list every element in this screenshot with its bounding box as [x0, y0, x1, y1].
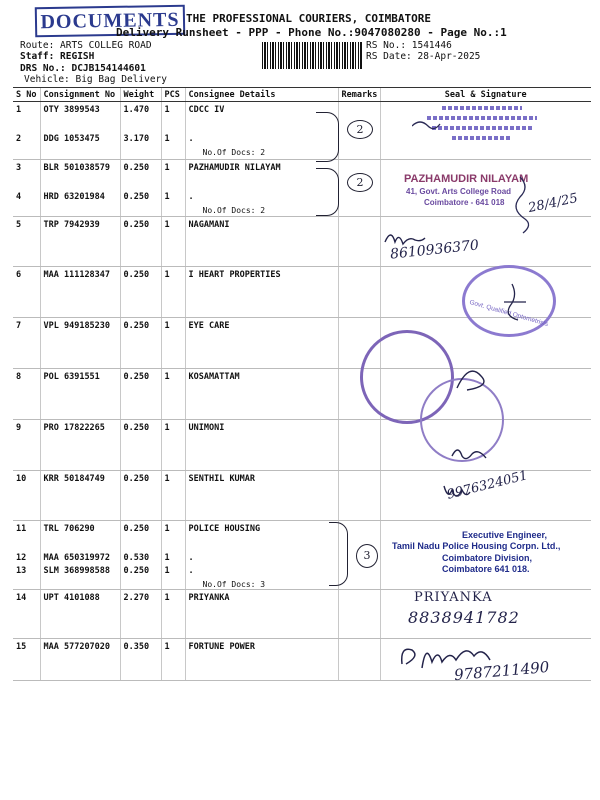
company-title: THE PROFESSIONAL COURIERS, COIMBATORE [186, 12, 432, 25]
weight: 0.350 [120, 639, 161, 681]
consignment-no: DDG 1053475 [43, 134, 100, 144]
sno: 8 [13, 369, 40, 420]
consignment-no: MAA 577207020 [40, 639, 120, 681]
pcs: 1 [161, 267, 185, 318]
sno: 1 [16, 105, 22, 115]
consignee: . [188, 192, 194, 202]
consignment-no: POL 6391551 [40, 369, 120, 420]
weight: 3.170 [123, 134, 150, 144]
consignee: . [188, 134, 194, 144]
handwritten-name: PRIYANKA [414, 590, 493, 605]
col-remarks: Remarks [338, 88, 380, 102]
police-seal-line1: Executive Engineer, [462, 530, 548, 540]
consignee: POLICE HOUSING [188, 524, 261, 534]
sno: 10 [13, 471, 40, 521]
sno: 9 [13, 420, 40, 471]
consignment-no: BLR 501038579 [43, 163, 111, 173]
sno: 7 [13, 318, 40, 369]
staff-label: Staff: REGISH [20, 51, 95, 62]
weight: 1.470 [123, 105, 150, 115]
remarks-cell [338, 217, 380, 267]
consignee: PRIYANKA [185, 590, 338, 639]
pcs: 1 [164, 105, 170, 115]
handwritten-phone: 9787211490 [453, 657, 551, 685]
col-pcs: PCS [161, 88, 185, 102]
col-seal-signature: Seal & Signature [380, 88, 591, 102]
weight: 0.250 [120, 318, 161, 369]
pcs: 1 [161, 217, 185, 267]
pcs: 1 [164, 192, 170, 202]
remarks-cell [338, 267, 380, 318]
weight: 0.250 [120, 267, 161, 318]
consignee: NAGAMANI [185, 217, 338, 267]
route-label: Route: ARTS COLLEG ROAD [20, 40, 152, 51]
pcs: 1 [161, 369, 185, 420]
sno: 2 [16, 134, 22, 144]
consignee: EYE CARE [185, 318, 338, 369]
doc-count: No.Of Docs: 3 [202, 580, 266, 589]
handwritten-phone: 9976324051 [445, 468, 530, 503]
sno: 13 [16, 566, 27, 576]
sno: 11 [16, 524, 27, 534]
weight: 0.250 [120, 471, 161, 521]
remark-bracket [329, 522, 348, 586]
doc-count: No.Of Docs: 2 [202, 148, 266, 157]
handwritten-phone: 8838941782 [408, 608, 520, 627]
signature-scribble [450, 444, 490, 464]
col-weight: Weight [120, 88, 161, 102]
consignee: PAZHAMUDIR NILAYAM [188, 163, 281, 173]
sno: 5 [13, 217, 40, 267]
signature-scribble [455, 362, 495, 392]
weight: 0.530 [123, 553, 150, 563]
pazhamudir-seal-city: Coimbatore - 641 018 [424, 198, 505, 207]
pazhamudir-seal-name: PAZHAMUDIR NILAYAM [404, 173, 529, 185]
sno: 4 [16, 192, 22, 202]
weight: 0.250 [123, 192, 150, 202]
rs-number: RS No.: 1541446 [366, 40, 452, 51]
remark-count-circle: 3 [356, 544, 378, 568]
table-header-row [13, 88, 591, 102]
rs-date: RS Date: 28-Apr-2025 [366, 51, 481, 62]
consignment-no: TRL 706290 [43, 524, 95, 534]
remarks-cell [338, 590, 380, 639]
remarks-cell [338, 420, 380, 471]
consignee: I HEART PROPERTIES [185, 267, 338, 318]
weight: 0.250 [120, 420, 161, 471]
sno: 15 [13, 639, 40, 681]
table-row [13, 420, 591, 471]
sno: 6 [13, 267, 40, 318]
pcs: 1 [164, 524, 170, 534]
col-sno: S No [13, 88, 40, 102]
vehicle-label: Vehicle: Big Bag Delivery [24, 74, 167, 85]
weight: 0.250 [123, 163, 150, 173]
barcode [262, 42, 362, 69]
tamil-office-seal [412, 104, 562, 156]
consignee: KOSAMATTAM [185, 369, 338, 420]
weight: 0.250 [123, 524, 150, 534]
consignment-no: MAA 111128347 [40, 267, 120, 318]
weight: 2.270 [120, 590, 161, 639]
remark-bracket [316, 112, 339, 162]
police-seal-line2: Tamil Nadu Police Housing Corpn. Ltd., [392, 541, 561, 551]
sno: 14 [13, 590, 40, 639]
consignee: . [188, 553, 194, 563]
consignment-no: PRO 17822265 [40, 420, 120, 471]
consignment-no: TRP 7942939 [40, 217, 120, 267]
signature-scribble [500, 175, 540, 235]
pcs: 1 [164, 566, 170, 576]
consignee: . [188, 566, 194, 576]
pcs: 1 [161, 420, 185, 471]
handwritten-date: 28/4/25 [526, 190, 580, 217]
remarks-cell [338, 639, 380, 681]
documents-stamp: DOCUMENTS [35, 5, 186, 38]
remark-bracket [316, 168, 339, 216]
police-seal-line3: Coimbatore Division, [442, 553, 533, 563]
consignment-no: UPT 4101088 [40, 590, 120, 639]
consignment-no: SLM 368998588 [43, 566, 111, 576]
col-consignee: Consignee Details [185, 88, 338, 102]
consignment-no: VPL 949185230 [40, 318, 120, 369]
consignee: FORTUNE POWER [185, 639, 338, 681]
pcs: 1 [164, 163, 170, 173]
pazhamudir-seal-address: 41, Govt. Arts College Road [406, 187, 512, 196]
drs-number: DRS No.: DCJB154144601 [20, 63, 146, 74]
runsheet-subtitle: Delivery Runsheet - PPP - Phone No.:9047080280 - Page No.:1 [116, 26, 507, 39]
pcs: 1 [161, 590, 185, 639]
police-seal-line4: Coimbatore 641 018. [442, 564, 530, 574]
signature-scribble [500, 282, 530, 322]
doc-count: No.Of Docs: 2 [202, 206, 266, 215]
remark-count-circle: 2 [347, 173, 373, 192]
pcs: 1 [164, 553, 170, 563]
weight: 0.250 [120, 217, 161, 267]
pcs: 1 [161, 471, 185, 521]
pcs: 1 [161, 318, 185, 369]
sno: 12 [16, 553, 27, 563]
consignee: CDCC IV [188, 105, 225, 115]
consignee: UNIMONI [185, 420, 338, 471]
pcs: 1 [164, 134, 170, 144]
col-consignment: Consignment No [40, 88, 120, 102]
consignee: SENTHIL KUMAR [185, 471, 338, 521]
eye-care-seal-text: Govt. Qualified Optometrists [468, 298, 550, 329]
weight: 0.250 [123, 566, 150, 576]
remarks-cell [338, 471, 380, 521]
consignment-no: MAA 650319972 [43, 553, 111, 563]
pcs: 1 [161, 639, 185, 681]
weight: 0.250 [120, 369, 161, 420]
sno: 3 [16, 163, 22, 173]
tamil-seal-lines [412, 104, 562, 154]
consignment-no: HRD 63201984 [43, 192, 105, 202]
remark-count-circle: 2 [347, 120, 373, 139]
consignment-no: KRR 50184749 [40, 471, 120, 521]
table-row [13, 369, 591, 420]
handwritten-phone: 8610936370 [389, 237, 480, 263]
consignment-no: OTY 3899543 [43, 105, 100, 115]
